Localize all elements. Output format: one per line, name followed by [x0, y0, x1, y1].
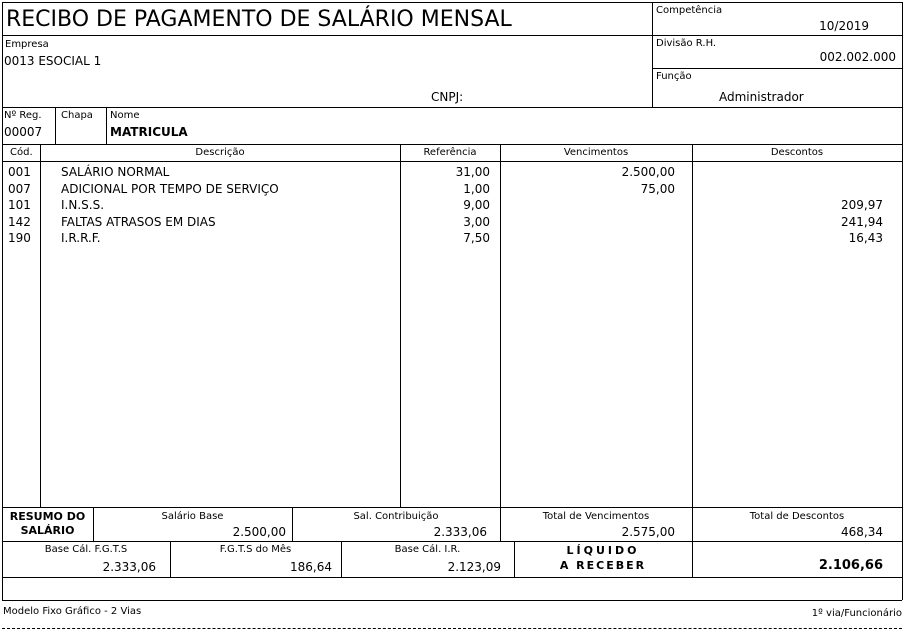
- table-row-referencia: 31,00: [455, 165, 490, 179]
- funcao-value: Administrador: [719, 90, 804, 104]
- col-header-cod: Cód.: [10, 147, 33, 158]
- table-row-descontos: [692, 164, 883, 181]
- col-header-referencia: Referência: [423, 147, 477, 158]
- table-row-cod: 001: [8, 165, 31, 179]
- chapa-label: Chapa: [61, 110, 93, 121]
- table-row-cod: 101: [8, 198, 31, 212]
- items-referencia-column: [400, 164, 490, 247]
- table-row-referencia: 7,50: [463, 231, 490, 245]
- table-row-descontos: [692, 181, 883, 198]
- table-row-descontos: 16,43: [848, 231, 883, 245]
- competencia-value: 10/2019: [819, 19, 869, 33]
- sal-contribuicao-label: Sal. Contribuição: [353, 511, 439, 522]
- fgts-mes-label: F.G.T.S do Mês: [219, 544, 292, 555]
- table-row-descricao: FALTAS ATRASOS EM DIAS: [61, 214, 216, 229]
- liquido-label-line2: A RECEBER: [559, 559, 647, 572]
- col-header-vencimentos: Vencimentos: [563, 147, 629, 158]
- fgts-mes-value: 186,64: [290, 560, 332, 574]
- total-vencimentos-label: Total de Vencimentos: [542, 511, 650, 522]
- items-cod-column: [8, 164, 31, 247]
- table-row-descricao: I.R.R.F.: [61, 231, 101, 245]
- table-row-descricao: SALÁRIO NORMAL: [61, 165, 170, 179]
- table-row-cod: 007: [8, 181, 31, 196]
- base-ir-value: 2.123,09: [447, 560, 501, 574]
- items-vencimentos-column: [500, 164, 675, 247]
- items-descontos-column: [692, 164, 883, 247]
- table-row-descontos: 209,97: [841, 198, 883, 212]
- nome-label: Nome: [110, 110, 140, 121]
- competencia-label: Competência: [656, 5, 723, 16]
- divisao-label: Divisão R.H.: [656, 38, 717, 49]
- base-fgts-label: Base Cál. F.G.T.S: [44, 544, 128, 555]
- liquido-value: 2.106,66: [818, 558, 883, 573]
- liquido-label-line1: LÍQUIDO: [566, 544, 640, 557]
- sal-contribuicao-value: 2.333,06: [433, 525, 487, 539]
- table-row-descricao: ADICIONAL POR TEMPO DE SERVIÇO: [61, 181, 279, 196]
- empresa-value: 0013 ESOCIAL 1: [4, 54, 102, 68]
- total-descontos-value: 468,34: [841, 525, 883, 539]
- col-header-descricao: Descrição: [195, 147, 245, 158]
- table-row-vencimentos: [500, 230, 675, 247]
- table-row-referencia: 3,00: [463, 214, 490, 229]
- table-row-cod: 190: [8, 231, 31, 245]
- salario-base-value: 2.500,00: [232, 525, 286, 539]
- resumo-title-line1: RESUMO DO: [9, 510, 86, 523]
- total-descontos-label: Total de Descontos: [749, 511, 845, 522]
- salario-base-label: Salário Base: [161, 511, 224, 522]
- via-text: 1º via/Funcionário: [811, 608, 902, 619]
- reg-label: Nº Reg.: [4, 110, 42, 121]
- nome-value: MATRICULA: [110, 125, 188, 139]
- table-row-referencia: 1,00: [463, 181, 490, 196]
- page-title: RECIBO DE PAGAMENTO DE SALÁRIO MENSAL: [6, 7, 512, 32]
- total-vencimentos-value: 2.575,00: [621, 525, 675, 539]
- reg-value: 00007: [4, 125, 43, 139]
- table-row-vencimentos: [500, 197, 675, 214]
- table-row-referencia: 9,00: [463, 198, 490, 212]
- table-row-vencimentos: 2.500,00: [621, 165, 675, 179]
- table-row-cod: 142: [8, 214, 31, 229]
- cnpj-label: CNPJ:: [431, 90, 464, 104]
- base-ir-label: Base Cál. I.R.: [394, 544, 461, 555]
- table-row-vencimentos: [500, 214, 675, 231]
- table-row-vencimentos: 75,00: [640, 181, 675, 196]
- divisao-value: 002.002.000: [819, 50, 896, 64]
- funcao-label: Função: [656, 71, 692, 82]
- table-row-descontos: 241,94: [841, 214, 883, 229]
- col-header-descontos: Descontos: [770, 147, 824, 158]
- table-row-descricao: I.N.S.S.: [61, 198, 105, 212]
- items-descricao-column: [61, 164, 279, 247]
- modelo-text: Modelo Fixo Gráfico - 2 Vias: [3, 606, 142, 617]
- resumo-title-line2: SALÁRIO: [20, 524, 75, 537]
- cut-line: [2, 628, 902, 629]
- base-fgts-value: 2.333,06: [102, 560, 156, 574]
- empresa-label: Empresa: [5, 39, 49, 50]
